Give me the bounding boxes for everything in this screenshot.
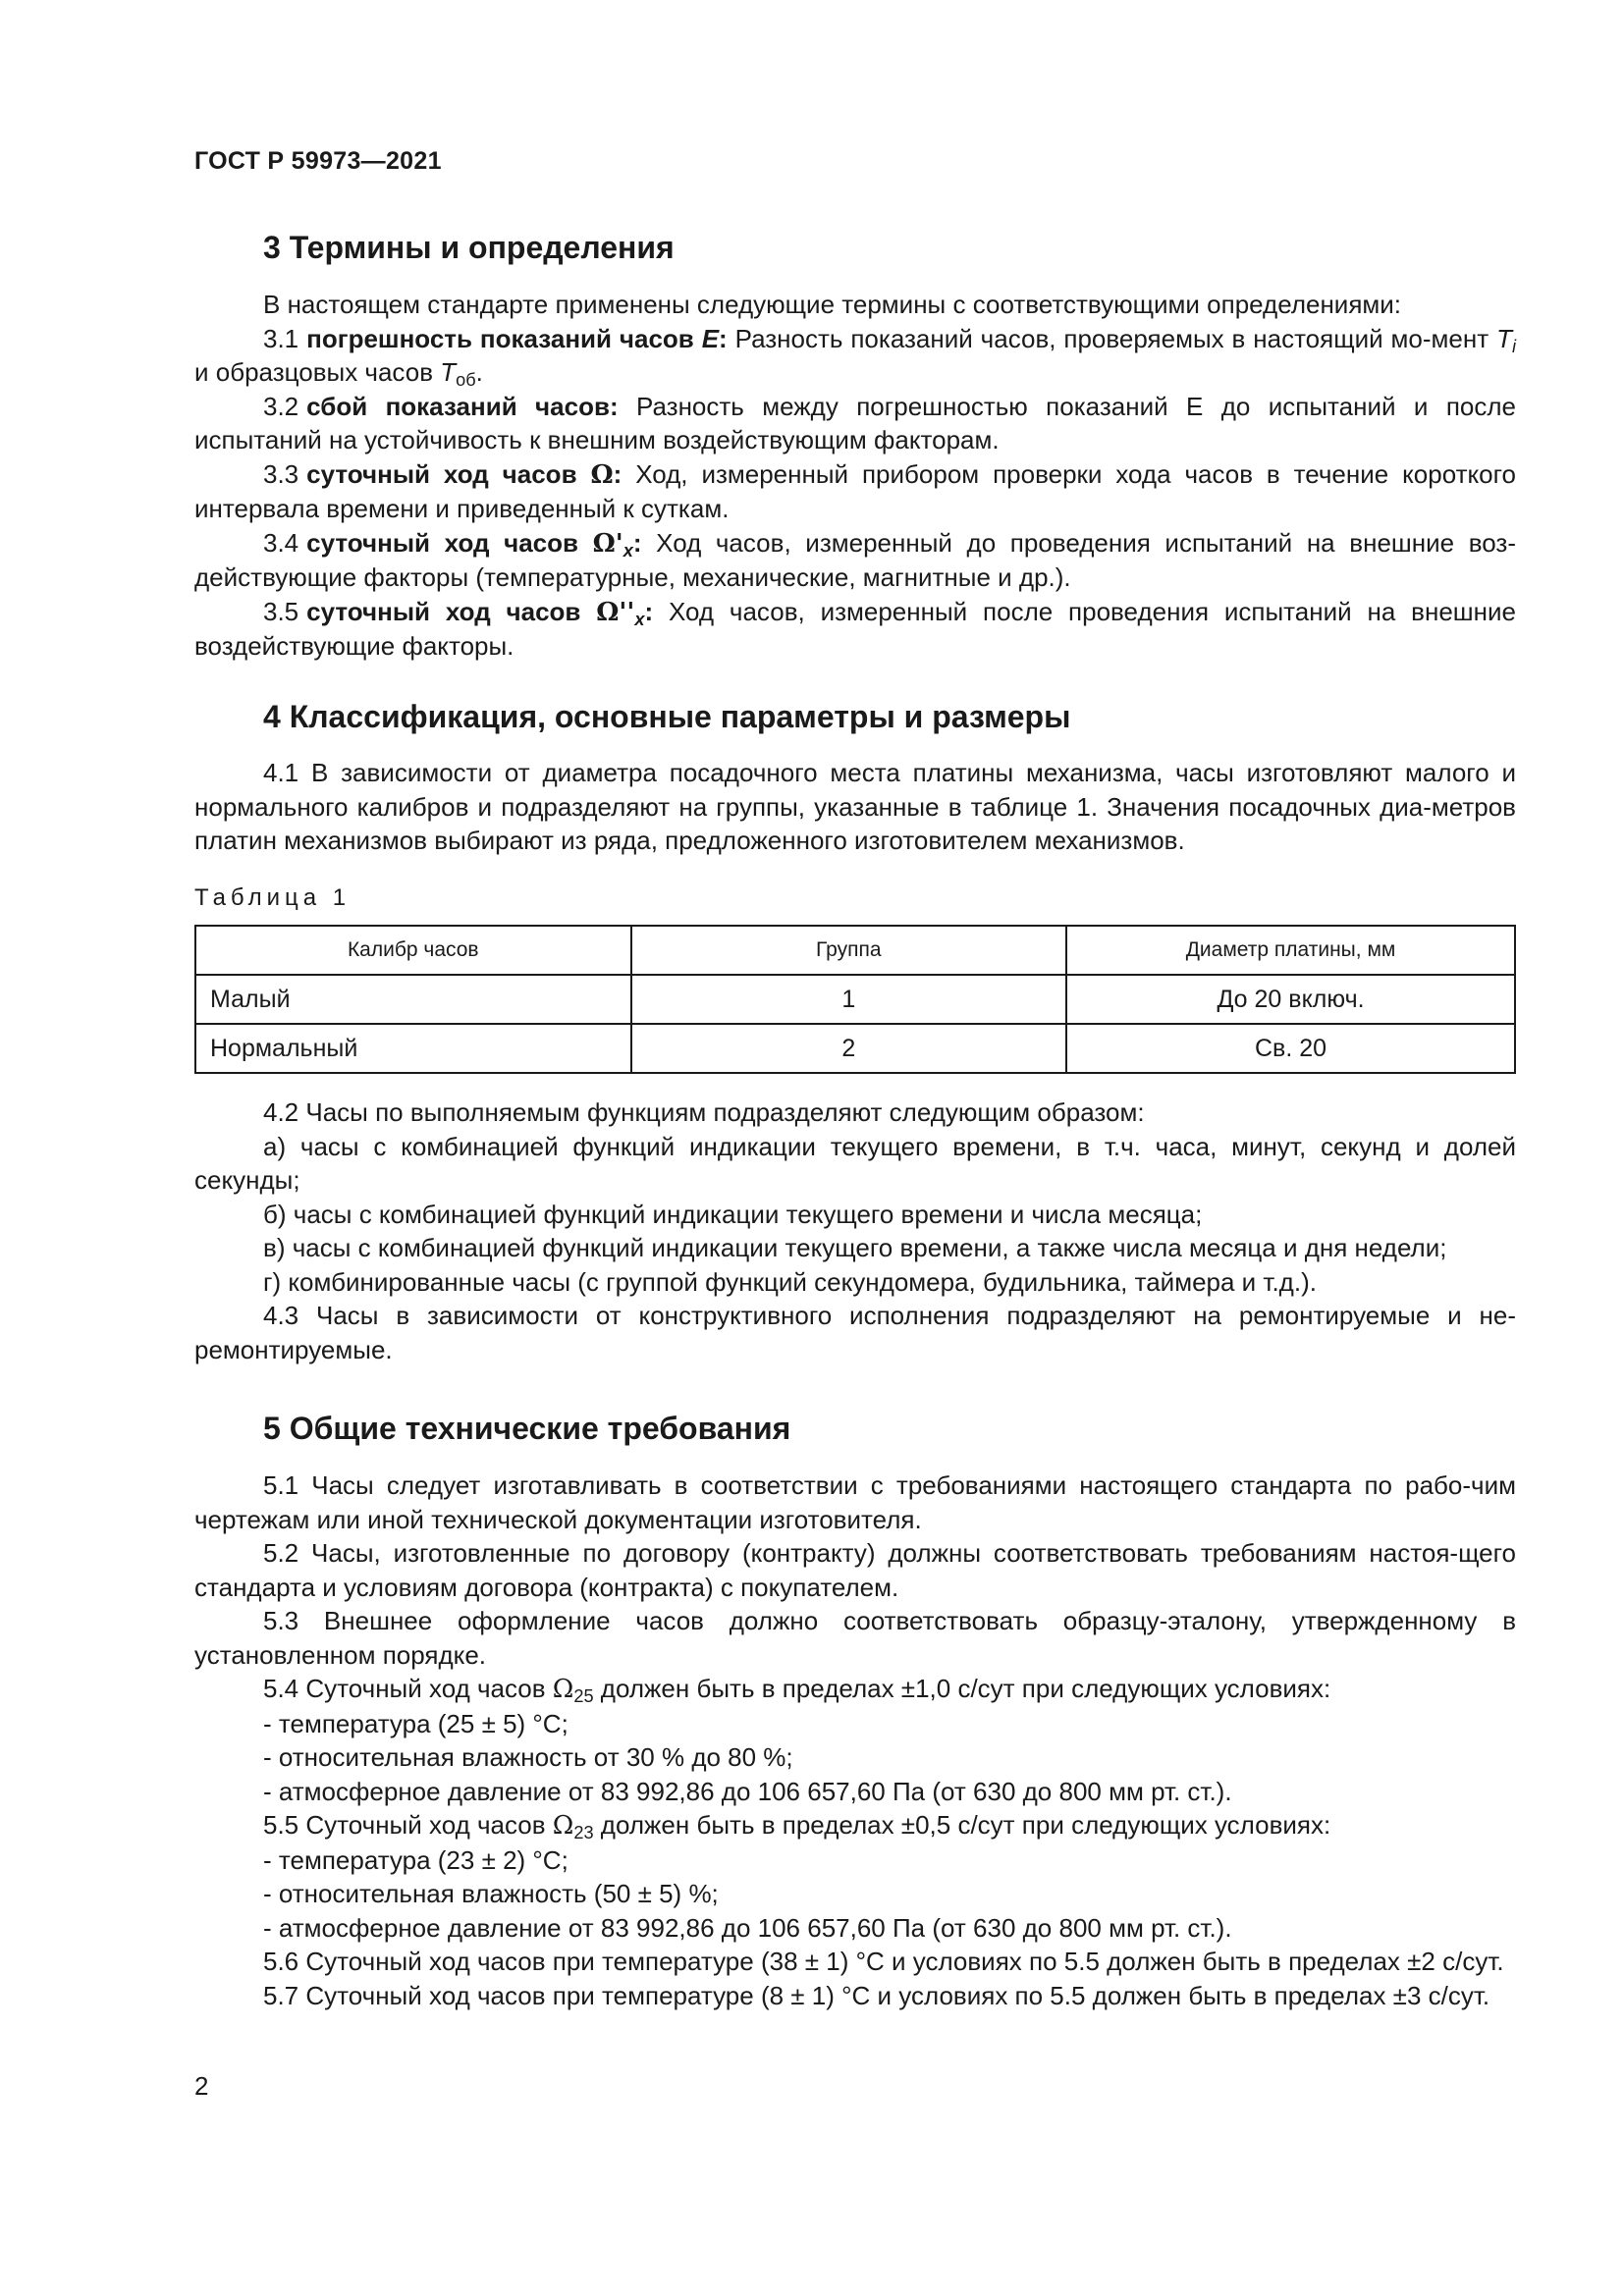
sub-x: x bbox=[623, 540, 633, 561]
sub-ob: об bbox=[456, 370, 476, 390]
term-definition: Ход часов, измеренный до проведения испытаний на внешние воз-действующие факторы (температурные, механические, магнитные и др.). bbox=[194, 527, 1516, 592]
term-variable: E bbox=[701, 323, 720, 353]
term-number: 3.5 bbox=[263, 596, 299, 626]
list-item: в) часы с комбинацией функций индикации текущего времени, а также числа месяца и дня недели; bbox=[263, 1233, 1447, 1262]
section-5-heading: 5 Общие технические требования bbox=[263, 1411, 791, 1446]
omega-double-prime-symbol: Ω'' bbox=[596, 597, 635, 627]
term-definition: Ход, измеренный прибором проверки хода часов в течение короткого интервала времени и приведенный к суткам. bbox=[194, 458, 1516, 523]
section-3-heading: 3 Термины и определения bbox=[263, 230, 675, 265]
term-number: 3.3 bbox=[263, 458, 299, 489]
term-number: 3.1 bbox=[263, 323, 299, 353]
section-3-body bbox=[194, 288, 1516, 664]
condition-item: - относительная влажность (50 ± 5) %; bbox=[263, 1879, 719, 1908]
table-header-cell: Калибр часов bbox=[195, 926, 631, 975]
table-header-cell: Диаметр платины, мм bbox=[1066, 926, 1515, 975]
term-definition: Разность между погрешностью показаний E до испытаний и после испытаний на устойчивость к внешним воздействующим факторам. bbox=[194, 391, 1516, 454]
var-t-ob: T bbox=[440, 357, 457, 387]
list-item: а) часы с комбинацией функций индикации текущего времени, в т.ч. часа, минут, секунд и долей секунды; bbox=[194, 1131, 1516, 1195]
term-name: погрешность показаний часов bbox=[306, 323, 694, 353]
term-name: суточный ход часов bbox=[306, 527, 578, 558]
var-t-i: T bbox=[1496, 323, 1512, 353]
document-header: ГОСТ Р 59973—2021 bbox=[194, 147, 442, 175]
paragraph-5-1: 5.1 Часы следует изготавливать в соответствии с требованиями настоящего стандарта по рабо-чим чертежам или иной технической документации изготовителя. bbox=[194, 1470, 1516, 1534]
condition-item: - температура (23 ± 2) °С; bbox=[263, 1844, 568, 1875]
term-number: 3.2 bbox=[263, 391, 299, 421]
omega-subscript: 23 bbox=[573, 1823, 594, 1842]
term-3-5 bbox=[194, 595, 1516, 664]
term-colon: : bbox=[719, 323, 728, 353]
term-definition-cont: и образцовых часов bbox=[194, 357, 441, 387]
paragraph-text: 5.5 Суточный ход часов bbox=[263, 1810, 553, 1840]
term-name: суточный ход часов bbox=[306, 596, 581, 626]
sub-x: x bbox=[634, 609, 645, 629]
section-5-body bbox=[194, 1468, 1516, 2012]
table-cell: Нормальный bbox=[195, 1024, 631, 1073]
term-colon: : bbox=[613, 458, 623, 489]
term-definition: Разность показаний часов, проверяемых в настоящий мо-мент bbox=[727, 323, 1497, 353]
paragraph-4-1: 4.1 В зависимости от диаметра посадочного места платины механизма, часы изготовляют малого и нормального калибров и подразделяют на группы, указанные в таблице 1. Значения посадочных диа-метров платин механизмов выбирают из ряда, предложенного изготовителем механизмов. bbox=[194, 758, 1516, 855]
term-colon: : bbox=[644, 596, 654, 626]
section-4-heading: 4 Классификация, основные параметры и размеры bbox=[263, 699, 1071, 734]
table-cell: 2 bbox=[631, 1024, 1067, 1073]
paragraph-5-2: 5.2 Часы, изготовленные по договору (контракту) должны соответствовать требованиям настоя-щего стандарта и условиям договора (контракта) с покупателем. bbox=[194, 1538, 1516, 1602]
term-name: суточный ход часов bbox=[306, 458, 577, 489]
table-1 bbox=[194, 925, 1516, 1074]
table-cell: Малый bbox=[195, 975, 631, 1024]
condition-item: - относительная влажность от 30 % до 80 %; bbox=[263, 1742, 793, 1772]
table-cell: 1 bbox=[631, 975, 1067, 1024]
sub-i: i bbox=[1511, 336, 1516, 356]
section-3-intro: В настоящем стандарте применены следующие термины с соответствующими определениями: bbox=[263, 290, 1402, 319]
term-3-2 bbox=[194, 390, 1516, 457]
condition-item: - атмосферное давление от 83 992,86 до 106 657,60 Па (от 630 до 800 мм рт. ст.). bbox=[263, 1912, 1232, 1943]
table-row bbox=[195, 975, 1515, 1024]
table-header-row bbox=[195, 926, 1515, 975]
paragraph-text: должен быть в пределах ±0,5 с/сут при следующих условиях: bbox=[593, 1810, 1331, 1840]
paragraph-4-3: 4.3 Часы в зависимости от конструктивного исполнения подразделяют на ремонтируемые и не-ремонтируемые. bbox=[194, 1301, 1516, 1364]
page-number: 2 bbox=[194, 2071, 209, 2101]
paragraph-5-6: 5.6 Суточный ход часов при температуре (38 ± 1) °С и условиях по 5.5 должен быть в пределах ±2 с/сут. bbox=[263, 1947, 1504, 1976]
condition-item: - атмосферное давление от 83 992,86 до 106 657,60 Па (от 630 до 800 мм рт. ст.). bbox=[263, 1776, 1232, 1806]
omega-prime-symbol: Ω' bbox=[592, 528, 623, 559]
omega-subscript: 25 bbox=[573, 1686, 594, 1706]
paragraph-5-5 bbox=[194, 1808, 1516, 1843]
table-cell: Св. 20 bbox=[1066, 1024, 1515, 1073]
term-3-4 bbox=[194, 526, 1516, 595]
paragraph-text: должен быть в пределах ±1,0 с/сут при следующих условиях: bbox=[593, 1674, 1331, 1703]
list-item: г) комбинированные часы (с группой функций секундомера, будильника, таймера и т.д.). bbox=[263, 1266, 1317, 1297]
table-header-cell: Группа bbox=[631, 926, 1067, 975]
term-3-3 bbox=[194, 457, 1516, 526]
paragraph-4-2: 4.2 Часы по выполняемым функциям подразделяют следующим образом: bbox=[263, 1097, 1145, 1127]
term-definition: Ход часов, измеренный после проведения испытаний на внешние воздействующие факторы. bbox=[194, 596, 1516, 661]
condition-item: - температура (25 ± 5) °С; bbox=[263, 1708, 568, 1738]
term-definition-end: . bbox=[475, 357, 483, 387]
term-number: 3.4 bbox=[263, 527, 299, 558]
omega-symbol: Ω bbox=[590, 459, 614, 490]
list-item: б) часы с комбинацией функций индикации текущего времени и числа месяца; bbox=[263, 1199, 1203, 1229]
table-caption: Таблица 1 bbox=[194, 884, 352, 911]
paragraph-5-7: 5.7 Суточный ход часов при температуре (8 ± 1) °С и условиях по 5.5 должен быть в пределах ±3 с/сут. bbox=[263, 1980, 1490, 2010]
term-3-1 bbox=[194, 322, 1516, 390]
paragraph-5-4 bbox=[194, 1672, 1516, 1707]
section-4-intro bbox=[194, 756, 1516, 858]
paragraph-text: 5.4 Суточный ход часов bbox=[263, 1674, 553, 1703]
table-row bbox=[195, 1024, 1515, 1073]
paragraph-5-3: 5.3 Внешнее оформление часов должно соответствовать образцу-эталону, утвержденному в установленном порядке. bbox=[194, 1606, 1516, 1670]
omega-symbol: Ω bbox=[552, 1811, 574, 1841]
table-cell: До 20 включ. bbox=[1066, 975, 1515, 1024]
term-colon: : bbox=[632, 527, 642, 558]
term-name: сбой показаний часов: bbox=[306, 391, 619, 421]
omega-symbol: Ω bbox=[552, 1675, 574, 1704]
section-4-body bbox=[194, 1095, 1516, 1366]
